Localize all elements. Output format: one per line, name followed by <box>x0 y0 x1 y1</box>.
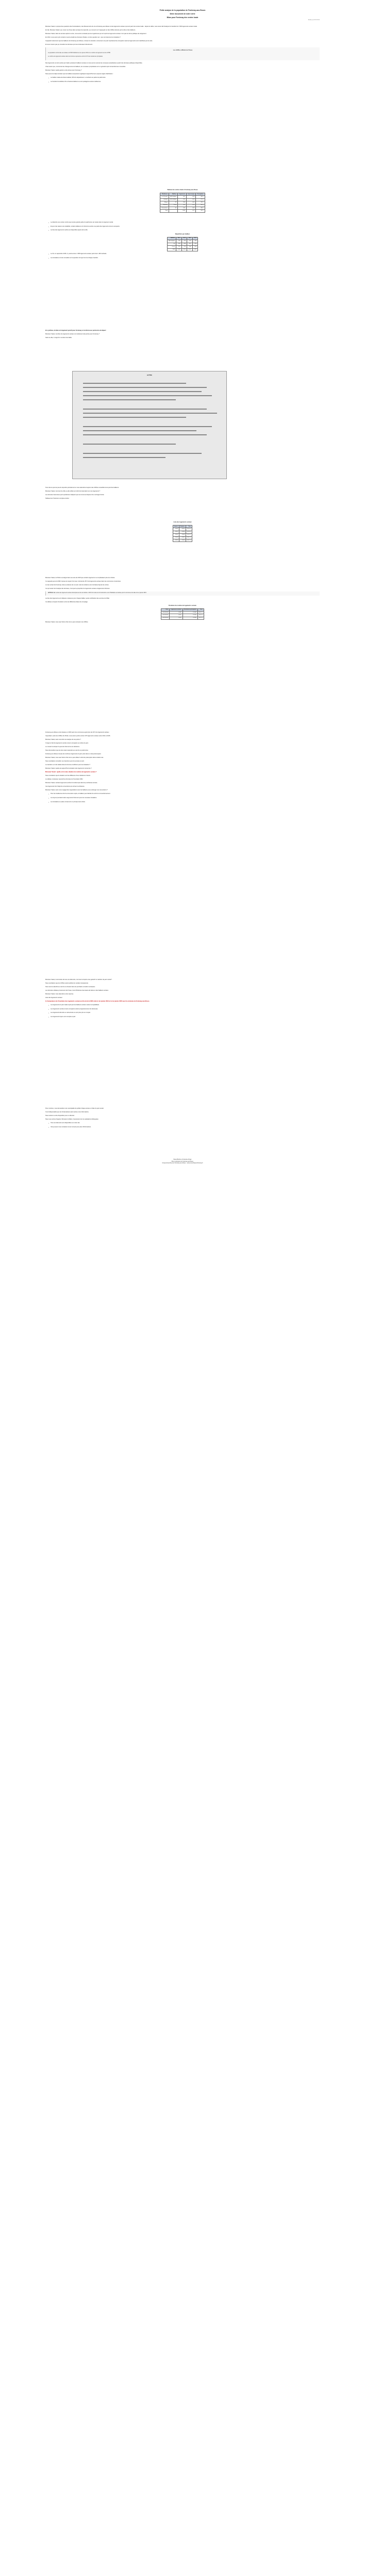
paragraph: Il s'agit en fait de logements vendus à leurs occupants ou retirés du parc. <box>45 742 89 744</box>
paragraph: Nous demandons que les élus soient associés au suivi de ce patrimoine. <box>45 750 89 752</box>
paragraph: Le taux actuel de Fontenay reste au-dessus de ce seuil, mais la tendance est à la baisse depuis les ventes. <box>45 584 109 586</box>
table-header-cell: Occupation <box>196 193 205 196</box>
table-cell: 1 395 <box>192 248 197 251</box>
table-cell: 4 651 <box>179 536 186 539</box>
table-cell: HDS Habitat <box>167 240 176 243</box>
table-cell: 10 800 <box>182 612 197 614</box>
table-cell: 4 655 <box>179 539 186 542</box>
table-cell: Sorrières <box>160 204 169 207</box>
table-cell: 4 651 <box>170 614 182 617</box>
paragraph: Il faut savoir que, concernant les changements de bailleurs, les nouveaux propriétaires ont en général repris l'ensemble des immeubles. <box>45 66 126 68</box>
table-header-cell: Part <box>186 526 192 528</box>
table-cell: Osica <box>167 246 176 248</box>
table-cell: Osica <box>169 204 178 207</box>
footer-line-3: Groupe Ensemble pour Fontenay-aux-Roses – www.ensemblepourfontenay.fr <box>162 1163 203 1164</box>
paragraph: Ce tableau compare l'évolution entre les différentes dates de comptage. <box>45 601 88 603</box>
paragraph: Monsieur Vastel, avez-vous engagé des négociations avec les bailleurs pour prolonger ces conventions ? <box>45 789 108 791</box>
paragraph: En fait, Monsieur Vastel a pu mener sa chose dans sa façon de répondre, au moment où il s'appuyait sur des chiffres donnés par la ville et des bailleurs... <box>45 29 137 31</box>
table-cell: 210 <box>176 246 181 248</box>
ventes-table <box>160 193 205 213</box>
paragraph: Le tableau ci-dessous reprend les données de l'inventaire SRU. <box>45 778 84 781</box>
table-header-cell: Année <box>173 526 179 528</box>
table-cell: 732 <box>181 240 187 243</box>
summary: En synthèse, le bilan est largement positif pour Fontenay et conforme aux prévisions de départ. <box>45 330 107 331</box>
table-cell: 3F <box>169 201 178 204</box>
table-cell: 3F <box>169 207 178 210</box>
paragraph: Liste des logements sociaux : <box>45 997 63 999</box>
table-cell: 42,6 % <box>186 528 192 531</box>
table-cell: 43,1 % <box>186 539 192 542</box>
table-cell: 456 <box>192 243 197 245</box>
table-cell: 6,22 <box>186 210 196 212</box>
table-cell: 4 648 <box>170 612 182 614</box>
paragraph: Monsieur Vastel, vous avez fait le choix de ne pas contester ces chiffres. <box>45 621 89 623</box>
table-cell: 209 <box>192 246 197 248</box>
table-cell: 98 % <box>196 210 205 212</box>
list-item: • Les logements vendus à leurs occupants sortent progressivement du décompte. <box>48 1008 98 1010</box>
evolution-table <box>161 608 204 620</box>
table-row <box>167 248 197 251</box>
list-item: • Pour les résidences dont la convention expire, le bailleur peut décider de sortir du conventionnement. <box>48 793 111 795</box>
article-title: ARTICLE 1er <box>48 592 56 594</box>
title-line-1: Petite analyse de la population de Fontenay-aux-Roses <box>159 9 206 11</box>
table-cell: Blagis <box>160 201 169 204</box>
paragraph: La liste des logements est indiquée ci-dessous pour chaque bailleur, après vérification des services de l'État. <box>45 597 110 599</box>
paragraph: Nous serons attentifs au suivi de ce dossier dans les prochains conseils municipaux. <box>45 986 96 988</box>
table-cell: 6,10 <box>186 204 196 207</box>
table-cell: 458 <box>181 243 187 245</box>
paragraph: Monsieur Vastel, avez-vous fait une analyse de ces pertes ? <box>45 739 81 741</box>
paragraph: Nous souhaitons que les chiffres soient publiés de manière transparente. <box>45 982 89 985</box>
table-cell: 43,0 % <box>186 534 192 536</box>
table-cell: 732 <box>176 240 181 243</box>
table-cell: 4 612 <box>179 528 186 531</box>
table-cell: 4 655 <box>170 617 182 619</box>
table-cell: 209 <box>187 246 192 248</box>
paragraph: Monsieur Vastel, nous attendons votre réponse. <box>45 993 74 995</box>
table-cell: 6,05 <box>186 198 196 201</box>
insee-box-title: Les chiffres officiels de l'Insee <box>173 49 193 52</box>
table-header-cell: 2012 <box>176 237 181 240</box>
table-cell: 10 850 <box>182 617 197 619</box>
paragraph: Monsieur Vastel, combien de logements sociaux ont réellement été perdus pour Fontenay ? <box>45 333 100 335</box>
list-item: • Le bailleur Hauts-de-Seine Habitat, OPH du département, a racheté une partie du patrimoine. <box>48 77 106 79</box>
table-row <box>160 210 205 212</box>
paragraph: Le transfert a-t-il été réalisé dans de bonnes conditions pour les locataires ? <box>45 764 91 766</box>
footer-line-1: Pascal Buchet et Françoise Zinger <box>173 1159 192 1160</box>
title-line-2: 6ème document de notre série <box>170 12 195 15</box>
bailleur-table <box>167 237 198 251</box>
highlighted-question: Monsieur Vastel : quelle est la vraie situation du nombre de logements sociaux ? <box>45 771 97 773</box>
paragraph: En 2014, nous avons pris contact et avons étudié les données d'Icade, et notre question est : que sont devenus les locataires ? <box>45 37 121 39</box>
paragraph: Il est indispensable que les Fontenaisiens aient accès à ces informations. <box>45 1111 89 1113</box>
table-cell: 43,0 % <box>197 612 204 614</box>
table-cell: 318 <box>178 201 187 204</box>
table-title: Tableau des ventes Icade à Fontenay-aux-Roses <box>167 189 198 191</box>
list-item: • La Société Immobilière 3F et d'autres bailleurs se sont partagé les autres résidences. <box>48 80 101 83</box>
table-cell: 10 820 <box>182 614 197 617</box>
table-cell: 98 % <box>196 196 205 198</box>
table-cell: 3F <box>167 243 176 245</box>
table-cell: Total <box>167 248 176 251</box>
paragraph: Les données transmises par la préfecture indiquent que la commune dispose d'un contingent limité. <box>45 494 105 496</box>
table-cell: 457 <box>187 243 192 245</box>
paragraph: Des logements ont été vendus par Icade à plusieurs bailleurs sociaux et nous avons recensé les nouveaux propriétaires à partir des données publiques disponibles. <box>45 62 143 64</box>
scanned-letter-figure <box>72 371 227 479</box>
paragraph: Pour conclure, nous demandons à la municipalité de publier chaque année un bilan du parc social. <box>45 1108 104 1109</box>
table-cell: Total <box>160 210 169 212</box>
table-cell: 01/01/2014 <box>161 614 170 617</box>
paragraph: Ce qui ressort de l'analyse des données, c'est que la proportion de logements sociaux a légèrement diminué. <box>45 588 110 590</box>
section-3 <box>45 577 320 625</box>
table-cell: 730 <box>192 240 197 243</box>
table-cell: 458 <box>176 243 181 245</box>
section-6 <box>45 1108 320 1130</box>
table-cell: 1 400 <box>181 248 187 251</box>
table-cell: 6,20 <box>186 196 196 198</box>
table-cell: 42,9 % <box>197 617 204 619</box>
paragraph: Selon la ville, il s'agit d'un nombre très faible. <box>45 337 72 339</box>
table-row <box>173 539 192 542</box>
table-header-cell: Date <box>161 608 170 611</box>
table-cell: 2013 <box>173 534 179 536</box>
paragraph: Il a rappelé que la loi SRU impose le respect d'un taux minimal de 25 % de logements sociaux dans les communes concernées. <box>45 581 121 583</box>
logements-table <box>173 525 192 542</box>
insee-box <box>45 47 320 60</box>
scanned-letter-lines <box>73 378 227 476</box>
insee-box-text: La population communale est évaluée à 23 681 habitants au 1er janvier 2013 et le nombre de logements est de 10 850. <box>48 53 111 54</box>
table-cell: HDS Habitat <box>169 196 178 198</box>
table-header-cell: Taux <box>197 608 204 611</box>
paragraph: Fontenay-aux-Roses a été classée en 2015 parmi les communes ayant plus de 40 % de logements sociaux. <box>45 732 110 733</box>
list-item: • Et pour des raisons de rentabilité, certains bailleurs ont choisi de vendre une partie des logements à leurs occupants. <box>48 225 120 228</box>
list-item: • Les locataires ont été consultés sur la question du loyer lors de chaque transfert. <box>48 257 98 259</box>
table-cell: 1 400 <box>176 248 181 251</box>
paragraph: Et nous n'avons pas pu consulter les données qui nous intéressent directement. <box>45 44 93 46</box>
section-4 <box>45 732 320 805</box>
table-header-cell: 2013 <box>181 237 187 240</box>
list-item: • Le 30, en septembre 2015, il y avait encore 1 395 logements sociaux parmi les 1 400 rachetés. <box>48 252 107 255</box>
insee-box-text: Le nombre de logements sociaux dans la commune représente environ 43 % des résidences principales. <box>48 56 103 57</box>
table-cell: Scarron <box>160 198 169 201</box>
table-row <box>161 617 204 619</box>
section-1 <box>45 26 320 85</box>
paragraph: Nous vous prions d'agréer, Monsieur le Maire, l'expression de nos salutations distinguées. <box>45 1118 99 1121</box>
table-cell: 42,8 % <box>186 531 192 533</box>
paragraph: Ces logements font l'objet de conventions qui arrivent à échéance. <box>45 786 85 788</box>
section-2 <box>45 330 320 341</box>
table-header-cell: Résidences principales <box>182 608 197 611</box>
table-cell: 01/01/2013 <box>161 612 170 614</box>
paragraph: Monsieur Vastel, dans les années après la vente, nous avons constaté que les organismes qui ont repris les logements sociaux n'ont pas la même politique de relogement. <box>45 33 147 35</box>
table-header-cell: Nombre <box>179 526 186 528</box>
table-cell: 43,1 % <box>186 536 192 539</box>
letter-title: LETTRE <box>146 375 153 376</box>
table-cell: 1 400 <box>178 210 187 212</box>
paragraph: Monsieur Vastel, quelle gestion a été prévue pour Fontenay ? <box>45 70 82 72</box>
list-item: • Tous ces éléments sont disponibles sur notre site. <box>48 1122 80 1125</box>
table-cell: 4 648 <box>179 534 186 536</box>
paragraph: Il apparaît notamment que les bailleurs de Fontenay-aux-Roses, à travers le transfert, conservent une part importante des occupants mais les logements sont réattribués par la suite. <box>45 40 153 42</box>
title-line-3: Bilan pour Fontenay des ventes Icade <box>167 16 198 19</box>
table-cell: 6,35 <box>186 207 196 210</box>
table-header-cell: Loyer moyen <box>186 193 196 196</box>
paragraph: Tableau des 5 derniers comptes-rendus : <box>45 498 70 500</box>
table-title: Évolution du nombre de logements sociaux <box>169 604 196 606</box>
paragraph: Nous constatons que la situation est très différente d'une résidence à l'autre. <box>45 775 91 777</box>
paragraph: Tout cela ne permet pas de répondre précisément et nous attendons toujours des chiffres consolidés de la part des bailleurs. <box>45 487 119 488</box>
byline: Réf Accord 22/12/2016 <box>308 20 320 21</box>
table-cell: 1 397 <box>187 248 192 251</box>
list-2-block <box>45 222 320 261</box>
table-cell: 2014 <box>173 536 179 539</box>
list-item: • Les logements foyers sont comptés à part. <box>48 1016 76 1019</box>
table-header-cell: 2014 <box>187 237 192 240</box>
paragraph: Monsieur Vastel, vous avez fait le choix de ne pas utiliser le droit de préemption dans certains cas. <box>45 757 104 759</box>
table-cell: 2015 <box>173 539 179 542</box>
table-1-block <box>45 188 320 214</box>
article-text: La liste des logements sociaux décomptés au titre de l'article L.302-5 du Code de la Construction et de l'Habitation est arrêtée pour la commune à la date du 1er janvier 2015. <box>55 592 147 594</box>
table-cell: 210 <box>181 246 187 248</box>
paragraph: Monsieur Vastel, à propos des questions des Fontenaisiens, des Mouvements de vie à Fontenay-aux-Roses et des logements sociaux qui sont parmi les ventes Icade : depuis le début, nous avons fait l'analyse du transfert de 1 500 logements sociaux Icade. <box>45 26 197 27</box>
table-cell: Les Paradis <box>160 196 169 198</box>
table-3-block <box>45 520 320 544</box>
footer-line-2: Élus municipaux de Fontenay-aux-Roses <box>172 1161 193 1162</box>
table-header-cell: Bailleur <box>167 237 176 240</box>
list-item: • Les logements démolis ou restructurés ne sont plus pris en compte. <box>48 1012 91 1014</box>
table-cell: 210 <box>178 204 187 207</box>
paragraph: Monsieur Vastel, comment la ville a-t-elle utilisé son droit de réservation sur ces logements ? <box>45 490 101 493</box>
list-item: • Les logements du parc Icade repris par les bailleurs sociaux restent comptabilisés. <box>48 1004 99 1007</box>
table-cell: 01/01/2015 <box>161 617 170 619</box>
paragraph: Nous pouvons déjà constater que les bailleurs acquéreurs appliquent aujourd'hui leurs propres règles d'attribution : <box>45 73 113 75</box>
table-header-cell: Résidence <box>160 193 169 196</box>
paragraph: Le conseil municipal n'a pas été informé de ces décisions. <box>45 746 80 748</box>
list-1 <box>45 77 320 83</box>
paragraph: Cependant, selon les chiffres du Préfet, nous avons perdu environ 270 logements sociaux entre 2011 et 2015. <box>45 735 111 737</box>
table-title: Liste des logements sociaux <box>173 521 192 523</box>
list-item: • Les locataires en place conservent en principe leurs droits. <box>48 801 86 803</box>
table-cell: HDS Habitat <box>169 198 178 201</box>
table-header-cell: Bailleur <box>169 193 178 196</box>
table-cell: 6,40 <box>186 201 196 204</box>
list-item: • Vous pouvez nous contacter à tout moment pour plus d'informations. <box>48 1126 91 1128</box>
list-item: • Le détail de ces ventes montre que la plus grande partie du patrimoine est restée dans le logement social. <box>48 222 113 224</box>
table-cell: 96 % <box>196 204 205 207</box>
table-cell: 98 % <box>196 207 205 210</box>
table-cell: 731 <box>187 240 192 243</box>
table-cell: 99 % <box>196 201 205 204</box>
paragraph: Nous souhaitons connaître vos intentions pour les années à venir. <box>45 760 85 762</box>
table-cell: 97 % <box>196 198 205 201</box>
list-item: • Les loyers pourraient alors augmenter fortement pour les nouveaux locataires. <box>48 796 97 799</box>
table-cell: 140 <box>178 207 187 210</box>
table-cell <box>169 210 178 212</box>
document-header <box>45 9 320 25</box>
document-footer <box>45 1159 320 1165</box>
paragraph: Fontenay-aux-Roses compte de nombreux logements du parc privé dans un état préoccupant. <box>45 753 102 755</box>
article-quote <box>45 591 320 596</box>
list-item: • La liste des logements vendus est disponible auprès de la ville. <box>48 229 88 232</box>
table-cell: 2012 <box>173 531 179 533</box>
paragraph: Monsieur Vastel, le Préfet a souligné dans ses avis de 2015 que certains logements ne remplissaient plus les critères. <box>45 577 115 579</box>
paragraph: Nous restons à votre disposition pour en discuter. <box>45 1115 75 1117</box>
paragraph: Les données utilisées proviennent de l'Insee, de la Préfecture des Hauts-de-Seine et des bailleurs sociaux. <box>45 990 109 992</box>
paragraph: Monsieur Vastel, certains logements sortiront du décompte dans les prochaines années. <box>45 782 98 784</box>
table-cell: 4 630 <box>179 531 186 533</box>
paragraph: Monsieur Vastel, à la lumière de tous ces éléments, comment comptez-vous garantir le maintien du parc social ? <box>45 979 112 980</box>
table-header-cell: Logements <box>178 193 187 196</box>
paragraph: Monsieur Vastel, quelle est aujourd'hui la situation des logements concernés ? <box>45 768 92 770</box>
table-title: Répartition par bailleur <box>175 233 190 235</box>
table-header-cell: Logements sociaux <box>170 608 182 611</box>
table-cell: 43,0 % <box>197 614 204 617</box>
table-cell: 512 <box>178 196 187 198</box>
table-header-cell: 2015 <box>192 237 197 240</box>
table-cell: 2011 <box>173 528 179 531</box>
table-cell: 220 <box>178 198 187 201</box>
section-2b <box>45 487 320 501</box>
section-5 <box>45 979 320 1020</box>
table-cell: Pervenches <box>160 207 169 210</box>
highlighted-heading: 1) Comparaison de l'inventaire des logements sociaux au titre de la loi SRU entre le 1er janvier 2013 et le 1er janvier 2015 pour la commune de Fontenay-aux-Roses. <box>45 1001 150 1003</box>
